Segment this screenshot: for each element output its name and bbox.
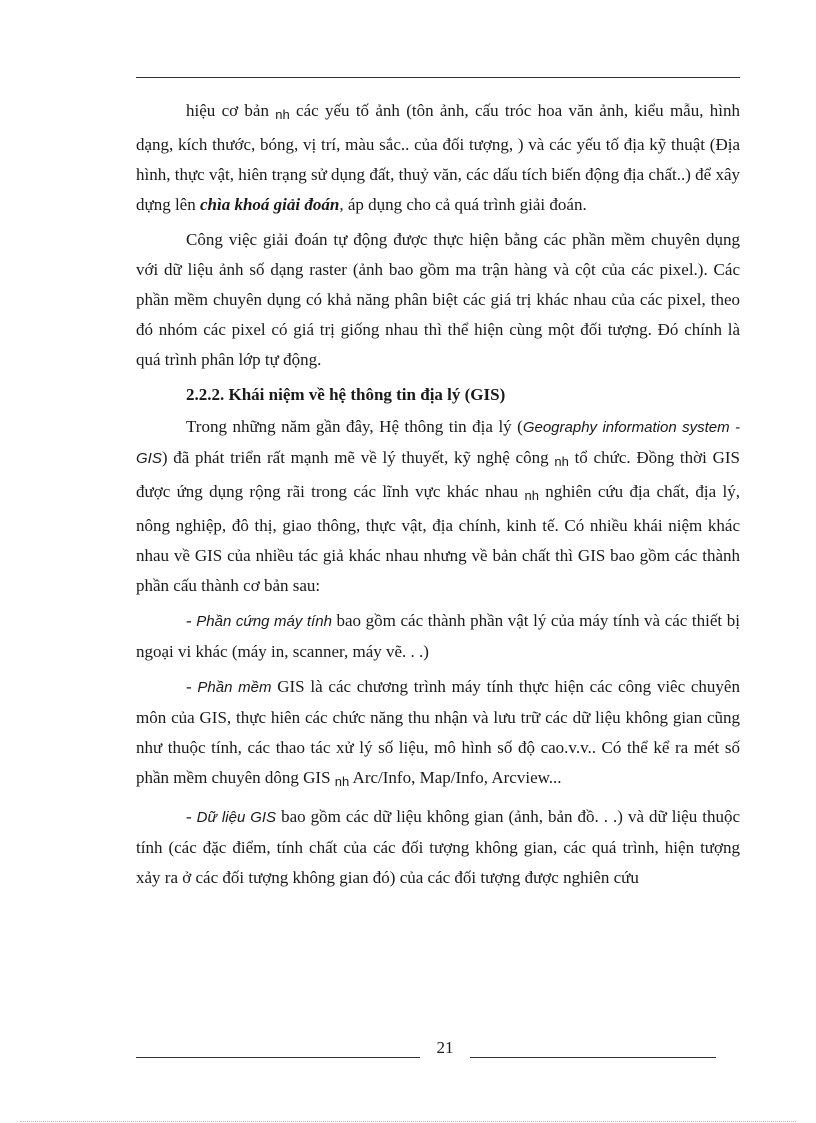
subscript-fragment: nh: [524, 488, 539, 503]
page-body: [136, 96, 740, 898]
text-run: tổ chức. Đồng thời GIS được ứng dụng rộng rãi trong các lĩnh vực khác nhau: [136, 448, 740, 501]
italic-term: Phần cứng máy tính: [196, 613, 332, 630]
dash-marker: -: [186, 807, 197, 826]
italic-term: Dữ liệu GIS: [196, 809, 277, 826]
text-run: GIS là các chương trình máy tính thực hiện các công viêc chuyên môn của GIS, thực hiên các chức năng thu nhận và lưu trữ các dữ liệu không gian cũng như thuộc tính, các thao tác xử lý số liệu, mô hình số độ cao.v.v.. Có thể kể ra mét số phần mềm chuyên dông GIS: [136, 677, 740, 787]
text-run: Trong những năm gần đây, Hệ thông tin địa lý (: [186, 417, 523, 436]
subscript-fragment: nh: [275, 107, 290, 122]
list-item-software: [136, 672, 740, 797]
italic-term: Phần mềm: [197, 679, 272, 696]
paragraph-2: Công việc giải đoán tự động được thực hiện bằng các phần mềm chuyên dụng với dữ liệu ảnh số dạng raster (ảnh bao gồm ma trận hàng và cột của các pixel.). Các phần mềm chuyên dụng có khả năng phân biệt các giá trị khác nhau của các pixel, theo đó nhóm các pixel có giá trị giống nhau thì thể hiện cùng một đối tượng. Đó chính là quá trình phân lớp tự động.: [136, 230, 740, 369]
text-run: , áp dụng cho cả quá trình giải đoán.: [339, 195, 587, 214]
paragraph-3: [136, 412, 740, 601]
paragraph-1: [136, 96, 740, 220]
subscript-fragment: nh: [334, 774, 350, 789]
page-bottom-dotted-edge: [20, 1121, 796, 1122]
text-run: bao gồm các thành phần vật lý của máy tính và các thiết bị ngoại vi khác (máy in, scanner, máy vẽ. . .): [136, 611, 740, 661]
dash-marker: -: [186, 611, 197, 630]
emphasis-term: chìa khoá giải đoán: [199, 195, 340, 214]
page-number: 21: [420, 1038, 470, 1058]
dash-marker: -: [186, 677, 198, 696]
section-heading: 2.2.2. Khái niệm về hệ thông tin địa lý (GIS): [186, 385, 506, 404]
list-item-data: [136, 802, 740, 893]
subscript-fragment: nh: [554, 454, 569, 469]
header-rule: [136, 77, 740, 78]
text-run: ) đã phát triển rất mạnh mẽ về lý thuyết, kỹ nghệ công: [161, 448, 555, 467]
text-run: nghiên cứu địa chất, địa lý, nông nghiệp, đô thị, giao thông, thực vật, địa chính, kinh tế. Có nhiều khái niệm khác nhau về GIS của nhiều tác giả khác nhau nhưng về bản chất thì GIS bao gồm các thành phần cấu thành cơ bản sau:: [136, 482, 740, 595]
text-run: bao gồm các dữ liệu không gian (ảnh, bản đồ. . .) và dữ liệu thuộc tính (các đặc điểm, tính chất của các đối tượng không gian, các quá trình, hiện tượng xảy ra ở các đối tượng không gian đó) của các đối tượng được nghiên cứu: [136, 807, 740, 887]
text-run: hiệu cơ bản: [186, 101, 276, 120]
text-run: Arc/Info, Map/Info, Arcview...: [349, 768, 562, 787]
text-run: các yếu tố ảnh (tôn ảnh, cấu tróc hoa văn ảnh, kiểu mẫu, hình dạng, kích thước, bóng, vị trí, màu sắc.. của đối tượng, ) và các yếu tố địa kỹ thuật (Địa hình, thực vật, hiên trạng sử dụng đất, thuỷ văn, các dấu tích biến động địa chất..) để xây dựng lên: [136, 101, 741, 214]
italic-term: Geography information system - GIS: [136, 419, 741, 467]
list-item-hardware: [136, 606, 740, 667]
